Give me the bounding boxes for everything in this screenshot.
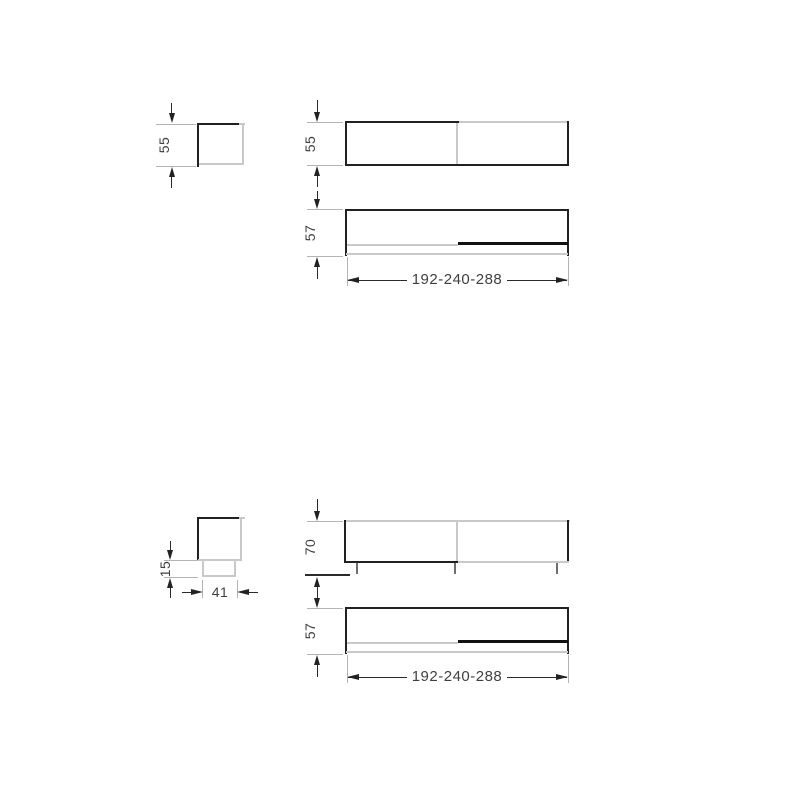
- extension-line: [307, 654, 343, 655]
- arrow-up-icon: [314, 577, 320, 587]
- dim-label: 57: [302, 622, 318, 640]
- panel-edge-line: [345, 164, 569, 166]
- arrow-left-icon: [237, 589, 249, 595]
- extension-line: [156, 124, 196, 125]
- leg-line: [556, 563, 558, 574]
- arrow-down-icon: [169, 113, 175, 123]
- plinth-edge-line: [202, 575, 236, 577]
- arrow-up-icon: [169, 167, 175, 177]
- arrow-up-icon: [314, 257, 320, 267]
- dim-label: 192-240-288: [407, 272, 507, 288]
- panel-edge-line: [345, 121, 347, 166]
- drawer-gap-line: [347, 244, 458, 246]
- dim-label: 55: [156, 136, 172, 154]
- arrow-right-icon: [191, 589, 203, 595]
- arrow-tail-line: [171, 177, 172, 188]
- dim-label: 55: [302, 135, 318, 153]
- dim-label: 57: [302, 224, 318, 242]
- arrow-tail-line: [170, 541, 171, 550]
- dim-label: 41: [211, 584, 229, 600]
- panel-edge-line: [345, 607, 347, 654]
- arrow-tail-line: [317, 176, 318, 187]
- extension-line: [307, 256, 343, 257]
- dim-label: 192-240-288: [407, 669, 507, 685]
- extension-line: [307, 608, 343, 609]
- panel-edge-line: [345, 209, 347, 256]
- panel-edge-line: [567, 209, 569, 256]
- panel-edge-line: [240, 518, 242, 561]
- arrow-left-icon: [347, 674, 359, 680]
- extension-line: [568, 257, 569, 286]
- arrow-tail-line: [317, 499, 318, 511]
- drawer-gap-line: [458, 242, 568, 245]
- arrow-down-icon: [314, 511, 320, 521]
- extension-line: [568, 655, 569, 683]
- panel-edge-line: [197, 517, 239, 519]
- panel-edge-line: [346, 651, 568, 653]
- arrow-tail-line: [182, 592, 191, 593]
- extension-line: [307, 521, 343, 522]
- leg-line: [356, 563, 358, 574]
- door-divider-line: [456, 522, 458, 561]
- panel-edge-line: [345, 121, 459, 123]
- arrow-right-icon: [556, 277, 568, 283]
- panel-edge-line: [197, 123, 239, 125]
- panel-edge-line: [459, 121, 569, 123]
- arrow-left-icon: [347, 277, 359, 283]
- arrow-tail-line: [170, 588, 171, 598]
- panel-edge-line: [197, 123, 199, 167]
- leg-line: [454, 563, 456, 574]
- arrow-up-icon: [314, 166, 320, 176]
- extension-line: [307, 209, 343, 210]
- arrow-tail-line: [249, 592, 258, 593]
- dim-label: 70: [302, 538, 318, 556]
- drawer-gap-line: [347, 642, 458, 644]
- panel-edge-line: [345, 607, 569, 609]
- arrow-tail-line: [317, 100, 318, 112]
- arrow-down-icon: [314, 112, 320, 122]
- panel-edge-line: [199, 163, 244, 165]
- panel-edge-line: [242, 124, 244, 165]
- panel-edge-line: [344, 520, 346, 563]
- drawer-gap-line: [458, 640, 568, 643]
- extension-line: [307, 122, 343, 123]
- panel-edge-line: [567, 607, 569, 654]
- panel-edge-line: [344, 561, 458, 563]
- arrow-tail-line: [317, 665, 318, 677]
- extension-line: [156, 166, 196, 167]
- arrow-right-icon: [556, 674, 568, 680]
- arrow-up-icon: [314, 655, 320, 665]
- arrow-down-icon: [314, 199, 320, 209]
- panel-edge-line: [458, 561, 569, 563]
- panel-edge-line: [345, 209, 569, 211]
- floor-line: [305, 574, 350, 576]
- door-divider-line: [456, 123, 458, 164]
- panel-edge-line: [197, 517, 199, 561]
- panel-edge-line: [567, 520, 569, 563]
- arrow-tail-line: [317, 267, 318, 279]
- extension-line: [307, 165, 343, 166]
- arrow-down-icon: [314, 598, 320, 608]
- dim-label: 15: [157, 560, 173, 578]
- panel-edge-line: [346, 253, 568, 255]
- panel-edge-line: [567, 121, 569, 166]
